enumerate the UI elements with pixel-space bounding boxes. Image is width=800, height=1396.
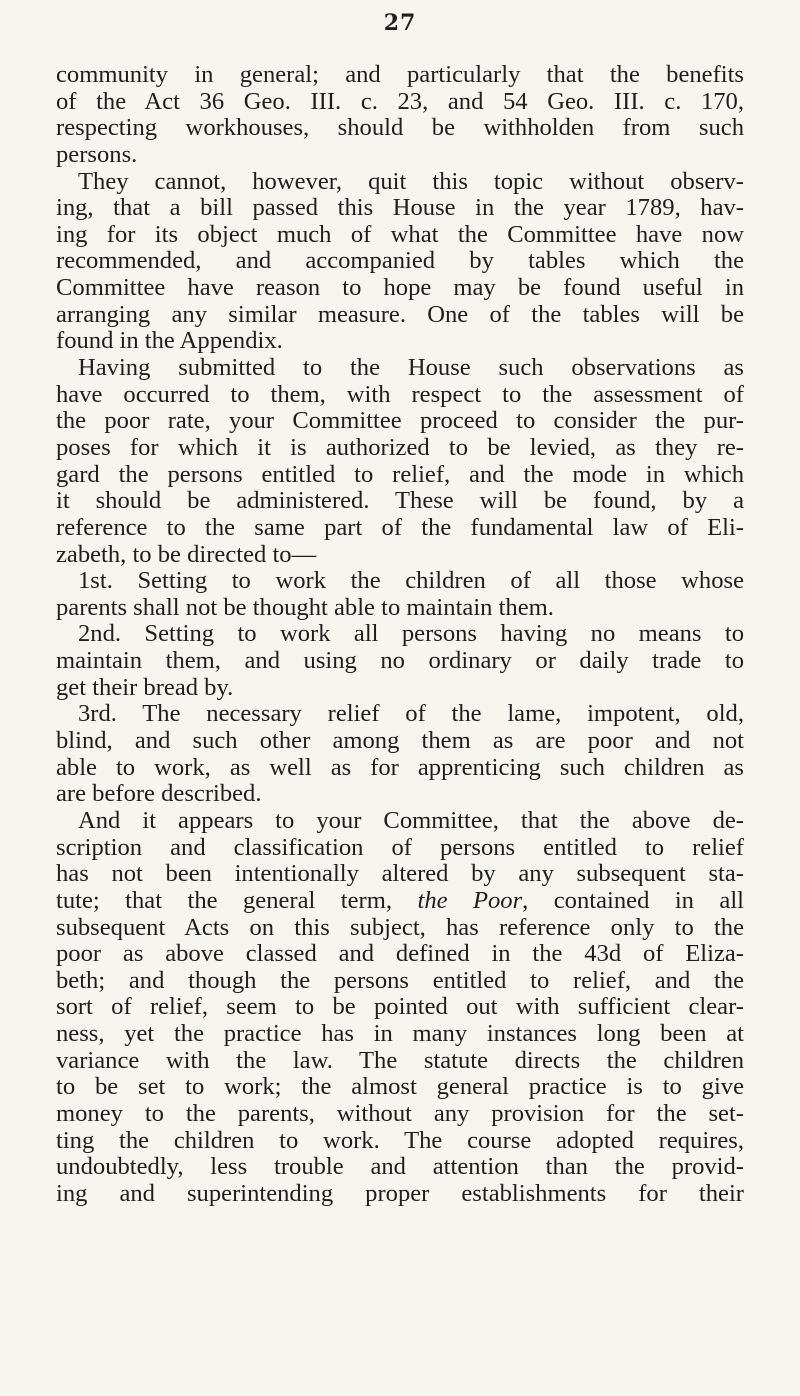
text-line: blind, and such other among them as are poor and not — [56, 728, 744, 755]
text-line: able to work, as well as for apprenticing such children as — [56, 754, 744, 781]
text-line: Committee have reason to hope may be found useful in — [56, 275, 744, 302]
text-line: 1st. Setting to work the children of all those whose — [78, 568, 744, 595]
text-line: the poor rate, your Committee proceed to consider the pur- — [56, 408, 744, 435]
text-line: recommended, and accompanied by tables which the — [56, 248, 744, 275]
text-line: found in the Appendix. — [56, 328, 283, 355]
text-line: it should be administered. These will be found, by a — [56, 488, 744, 515]
text-line: have occurred to them, with respect to the assessment of — [56, 381, 744, 408]
text-line: to be set to work; the almost general practice is to give — [56, 1074, 744, 1101]
text-line: tute; that the general term, the Poor, contained in all — [56, 887, 744, 914]
text-line: undoubtedly, less trouble and attention than the provid- — [56, 1154, 744, 1181]
text-line: zabeth, to be directed to— — [56, 541, 317, 568]
text-line: And it appears to your Committee, that the above de- — [78, 807, 744, 834]
text-line: community in general; and particularly that the benefits — [56, 62, 744, 88]
text-line: They cannot, however, quit this topic without observ- — [78, 168, 744, 195]
text-line: reference to the same part of the fundamental law of Eli- — [56, 514, 744, 541]
text-line: variance with the law. The statute directs the children — [56, 1047, 744, 1074]
text-line: persons. — [56, 141, 138, 168]
text-line: subsequent Acts on this subject, has reference only to the — [56, 914, 744, 941]
text-line: ness, yet the practice has in many instances long been at — [56, 1021, 744, 1048]
text-line: Having submitted to the House such observations as — [78, 355, 744, 382]
text-line: parents shall not be thought able to maintain them. — [56, 594, 554, 621]
text-line: beth; and though the persons entitled to relief, and the — [56, 967, 744, 994]
text-line: ing for its object much of what the Committee have now — [56, 221, 744, 248]
page-number: 27 — [383, 10, 417, 36]
italic-term: the Poor — [417, 887, 523, 914]
text-line: 2nd. Setting to work all persons having no means to — [78, 621, 744, 648]
text-line: poor as above classed and defined in the 43d of Eliza- — [56, 941, 744, 968]
text-line: maintain them, and using no ordinary or daily trade to — [56, 648, 744, 675]
text-line: get their bread by. — [56, 674, 234, 701]
text-line: scription and classification of persons entitled to relief — [56, 834, 744, 861]
text-line: ing, that a bill passed this House in the year 1789, hav- — [56, 195, 744, 222]
text-line: sort of relief, seem to be pointed out with sufficient clear- — [56, 994, 744, 1021]
text-line: respecting workhouses, should be withholden from such — [56, 115, 744, 142]
text-line: of the Act 36 Geo. III. c. 23, and 54 Geo. III. c. 170, — [56, 88, 744, 115]
body-text — [56, 62, 744, 1208]
text-line: 3rd. The necessary relief of the lame, impotent, old, — [78, 701, 744, 728]
text-line: are before described. — [56, 781, 262, 808]
text-line: poses for which it is authorized to be levied, as they re- — [56, 434, 744, 461]
text-line: money to the parents, without any provision for the set- — [56, 1100, 744, 1127]
text-line: gard the persons entitled to relief, and the mode in which — [56, 461, 744, 488]
text-line: ing and superintending proper establishments for their — [56, 1180, 744, 1207]
text-line: arranging any similar measure. One of the tables will be — [56, 301, 744, 328]
text-line: has not been intentionally altered by any subsequent sta- — [56, 861, 744, 888]
text-line: ting the children to work. The course adopted requires, — [56, 1127, 744, 1154]
